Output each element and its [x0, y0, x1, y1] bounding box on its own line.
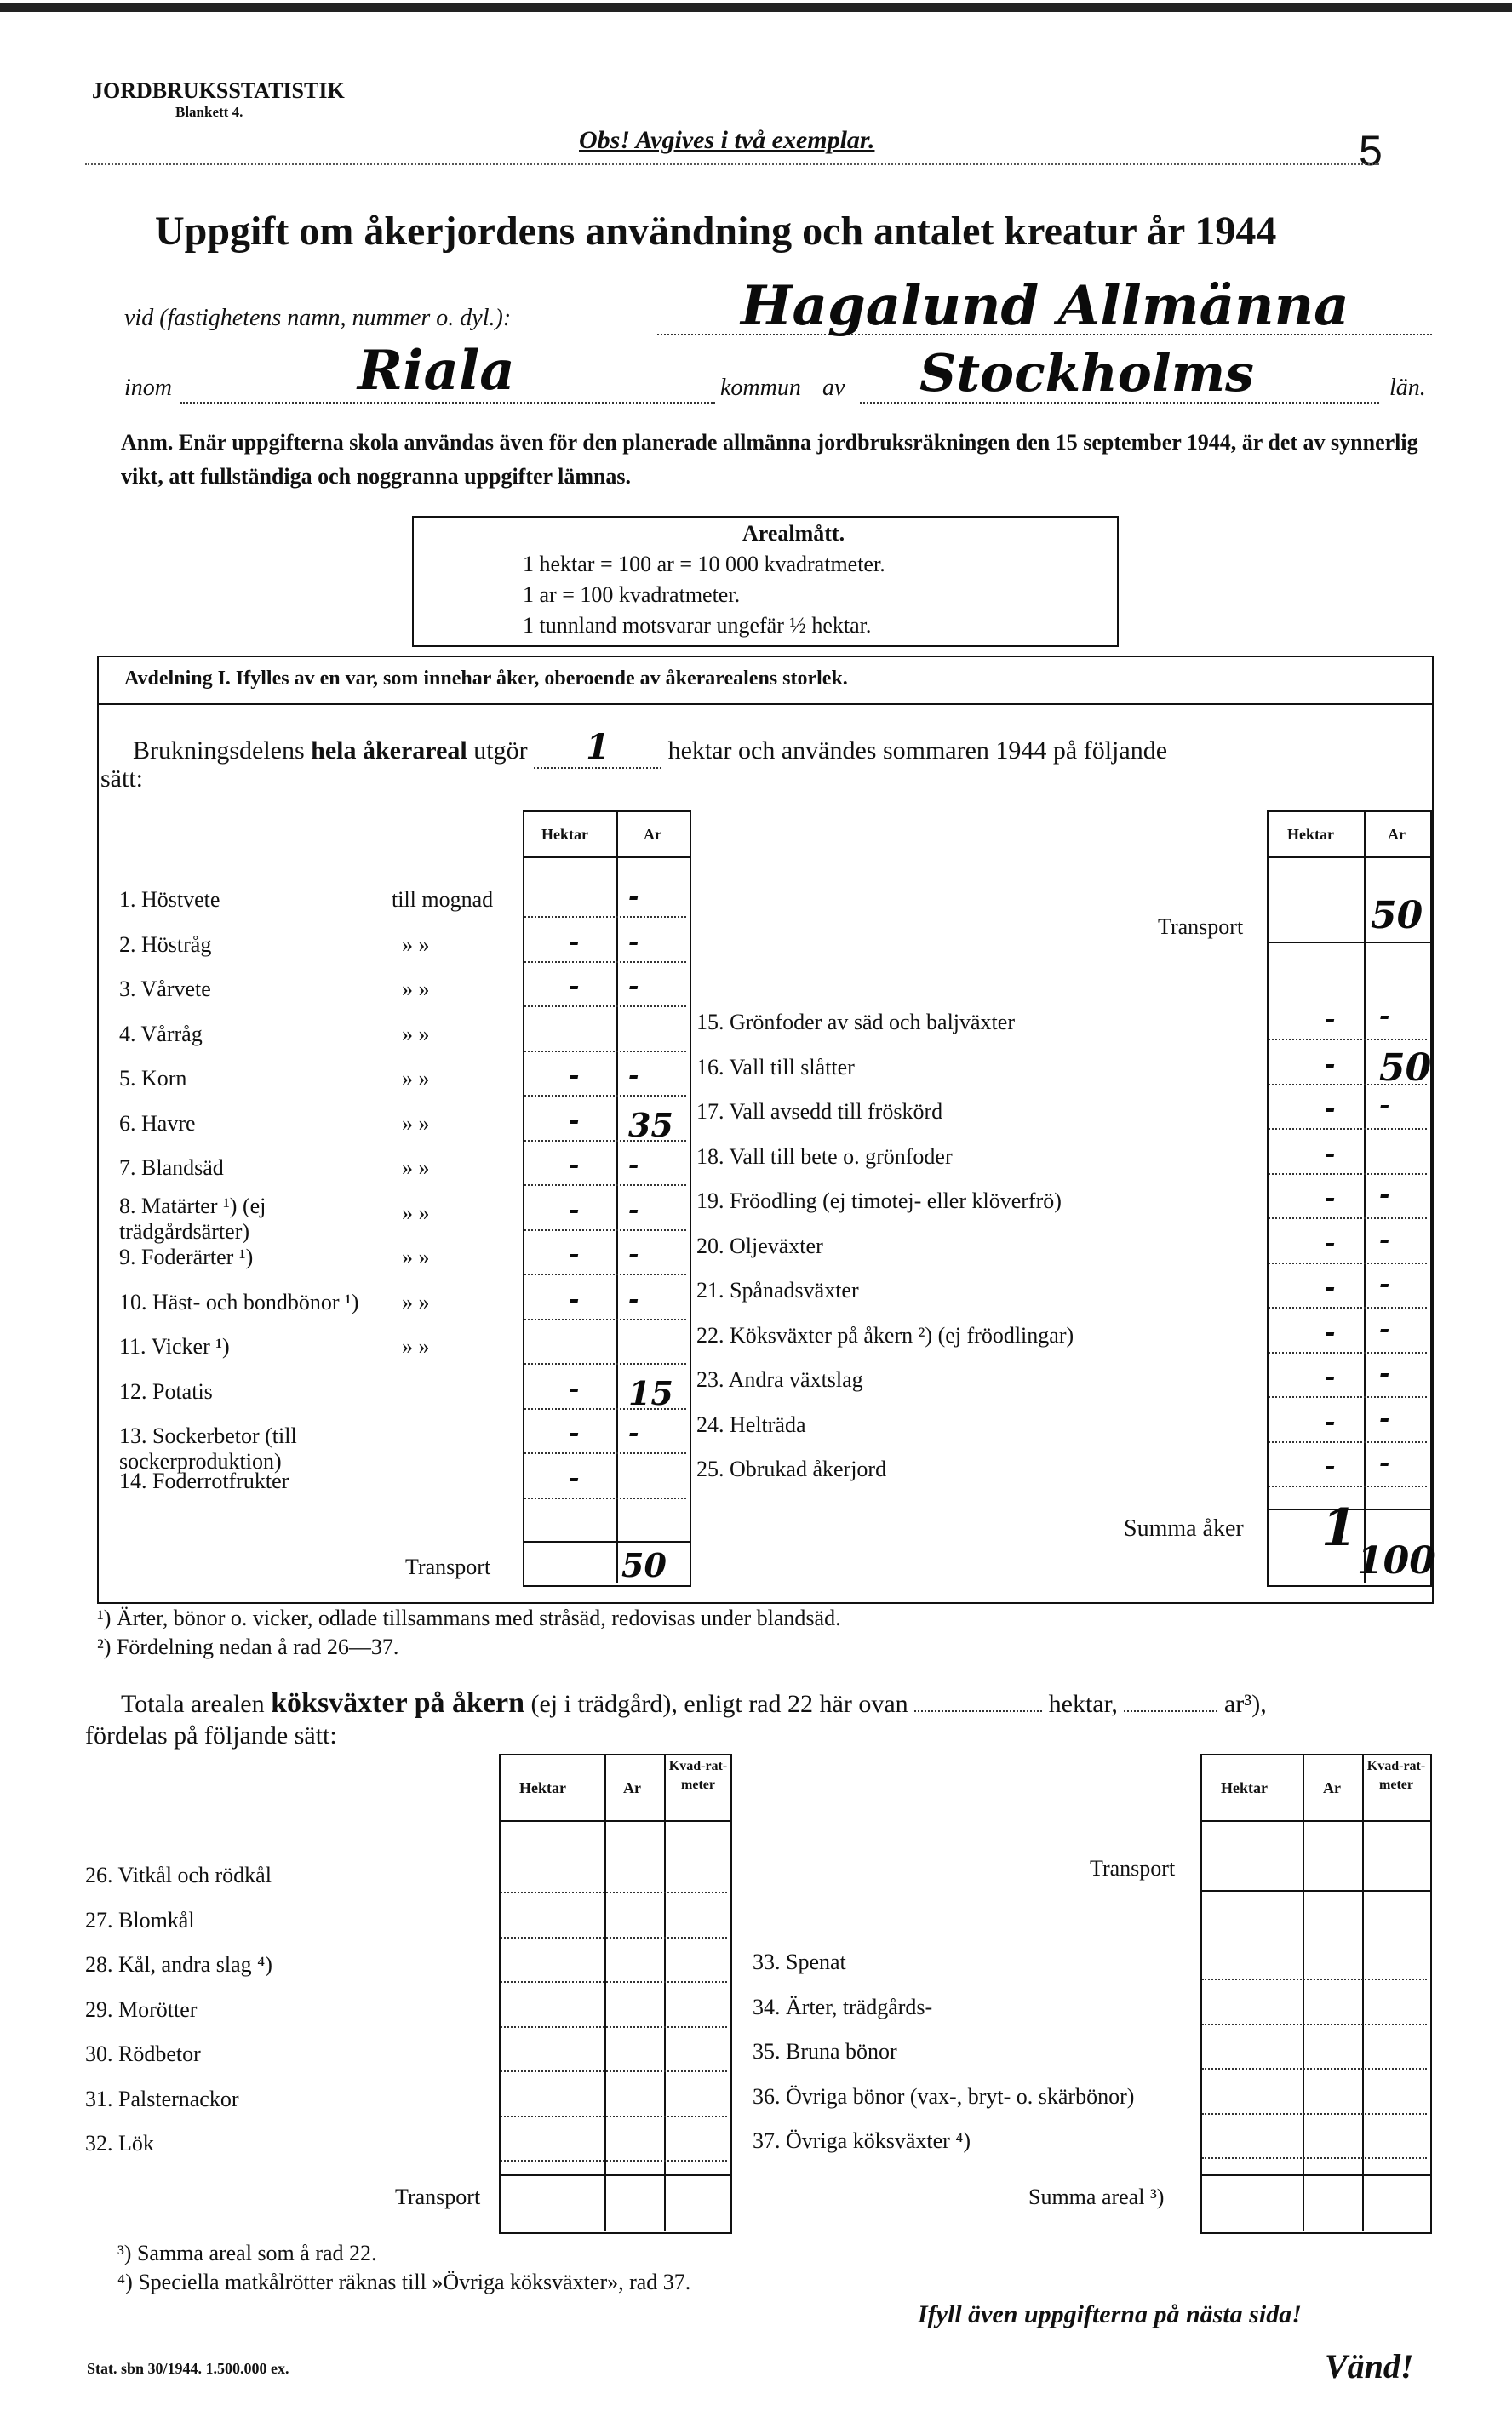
- s2-left-div-2: [664, 1754, 666, 2231]
- intro-e: sätt:: [100, 765, 143, 793]
- left-row-sub: » »: [402, 1021, 430, 1046]
- left-row-label: 12. Potatis: [119, 1378, 213, 1404]
- left-row-hektar[interactable]: -: [569, 1240, 580, 1269]
- right-row-hektar[interactable]: -: [1325, 1452, 1336, 1481]
- left-row-dotline: [524, 1005, 686, 1007]
- right-row-label: 22. Köksväxter på åkern ²) (ej fröodlingar): [696, 1322, 1074, 1348]
- intro-a: Brukningsdelens: [133, 736, 305, 765]
- s2-right-header-rule: [1200, 1820, 1430, 1822]
- right-row-dotline: [1269, 1039, 1427, 1040]
- right-row-label: 16. Vall till slåtter: [696, 1054, 855, 1080]
- s2-left-transport: Transport: [395, 2185, 481, 2209]
- s2-left-transport-rule: [499, 2174, 730, 2176]
- s2-intro-f: fördelas på följande sätt:: [85, 1721, 337, 1750]
- left-row-dotline: [524, 1229, 686, 1231]
- left-row-dotline: [524, 1498, 686, 1499]
- left-row-dotline: [524, 1363, 686, 1365]
- summa-ar[interactable]: 100: [1357, 1539, 1435, 1583]
- right-row-hektar[interactable]: -: [1325, 1183, 1336, 1213]
- left-header-rule: [523, 856, 690, 858]
- s2-left-row-label: 30. Rödbetor: [85, 2042, 201, 2066]
- left-row-dotline: [524, 1095, 686, 1097]
- left-row-sub: » »: [402, 976, 430, 1001]
- left-row-hektar[interactable]: -: [569, 1061, 580, 1091]
- left-row-hektar[interactable]: -: [569, 1105, 580, 1136]
- left-row-label: 10. Häst- och bondbönor ¹): [119, 1289, 359, 1314]
- left-row-hektar[interactable]: -: [569, 1463, 580, 1493]
- left-row-dotline: [524, 1051, 686, 1052]
- left-row-label: 11. Vicker ¹): [119, 1334, 230, 1359]
- left-row-ar[interactable]: -: [628, 1418, 639, 1448]
- form-number: Blankett 4.: [175, 104, 243, 120]
- left-row-hektar[interactable]: -: [569, 971, 580, 1001]
- section1-heading: Avdelning I. Ifylles av en var, som innehar åker, oberoende av åkerarealens storlek.: [124, 667, 848, 690]
- right-row-label: 18. Vall till bete o. grönfoder: [696, 1143, 953, 1169]
- left-row-hektar[interactable]: -: [569, 1150, 580, 1180]
- right-row-label: 17. Vall avsedd till fröskörd: [696, 1099, 943, 1124]
- header-rule: [85, 163, 1379, 165]
- right-transport-ar[interactable]: 50: [1371, 894, 1423, 937]
- left-transport-label: Transport: [405, 1555, 491, 1579]
- left-row-dotline: [524, 1319, 686, 1320]
- av-label: av: [822, 375, 845, 401]
- s2-left-row-dotline[interactable]: [501, 2160, 727, 2162]
- s2-right-col-hektar: Hektar: [1221, 1779, 1268, 1796]
- s2-left-table: [499, 1754, 732, 2234]
- s2-intro-c: (ej i trädgård), enligt rad 22 här ovan: [530, 1690, 908, 1718]
- left-row-sub: » »: [402, 931, 430, 957]
- right-row-ar[interactable]: -: [1379, 1091, 1390, 1120]
- s2-intro-a: Totala arealen: [121, 1690, 265, 1718]
- right-row-ar[interactable]: -: [1379, 1180, 1390, 1210]
- s2-right-table: [1200, 1754, 1432, 2234]
- right-row-label: 19. Fröodling (ej timotej- eller klöverfrö): [696, 1188, 1062, 1213]
- left-row-hektar[interactable]: -: [569, 926, 580, 957]
- right-row-label: 15. Grönfoder av säd och baljväxter: [696, 1010, 1015, 1034]
- left-transport-ar[interactable]: 50: [621, 1546, 667, 1584]
- intro-value[interactable]: 1: [586, 727, 610, 767]
- left-row-label: 14. Foderrotfrukter: [119, 1468, 289, 1493]
- copies-note: Obs! Avgives i två exemplar.: [579, 126, 875, 154]
- s2-left-row-dotline[interactable]: [501, 2116, 727, 2117]
- right-row-ar[interactable]: -: [1379, 1403, 1390, 1434]
- right-header-rule: [1267, 856, 1430, 858]
- inom-label: inom: [124, 375, 172, 401]
- right-row-dotline: [1269, 1263, 1427, 1264]
- left-row-ar[interactable]: -: [628, 1284, 639, 1314]
- s2-left-row-dotline[interactable]: [501, 1892, 727, 1893]
- s2-right-div-2: [1362, 1754, 1364, 2231]
- left-row-hektar[interactable]: -: [569, 1418, 580, 1448]
- s2-summa: Summa areal ³): [1028, 2185, 1165, 2209]
- left-row-dotline: [524, 1452, 686, 1454]
- left-row-sub: » »: [402, 1155, 430, 1180]
- left-row-ar[interactable]: 15: [628, 1373, 673, 1412]
- section2-intro: [121, 1687, 1267, 1720]
- right-row-dotline: [1269, 1307, 1427, 1309]
- right-row-hektar[interactable]: -: [1325, 1362, 1336, 1392]
- left-row-label: 6. Havre: [119, 1110, 196, 1136]
- s2-intro-e: ar³),: [1223, 1690, 1267, 1718]
- s2-left-row-label: 29. Morötter: [85, 1996, 198, 2022]
- left-row-sub: » »: [402, 1110, 430, 1136]
- kommun-label: kommun: [720, 375, 801, 401]
- right-col-hektar: Hektar: [1287, 826, 1334, 843]
- left-row-ar[interactable]: -: [628, 971, 639, 1001]
- right-row-dotline: [1269, 1217, 1427, 1219]
- left-row-label: 1. Höstvete: [119, 887, 220, 912]
- right-row-hektar[interactable]: -: [1325, 1005, 1336, 1034]
- intro-d: hektar och användes sommaren 1944 på följande: [667, 736, 1168, 765]
- s2-left-row-label: 28. Kål, andra slag ⁴): [85, 1952, 272, 1977]
- s2-right-row-dotline[interactable]: [1202, 2113, 1427, 2115]
- s2-left-row-dotline[interactable]: [501, 2026, 727, 2028]
- left-col-hektar: Hektar: [541, 826, 588, 843]
- left-row-dotline: [524, 1274, 686, 1275]
- right-row-label: 24. Helträda: [696, 1412, 806, 1437]
- left-row-hektar[interactable]: -: [569, 1284, 580, 1314]
- left-row-dotline: [524, 961, 686, 963]
- left-row-label: 7. Blandsäd: [119, 1155, 224, 1180]
- right-col-divider: [1364, 810, 1366, 1583]
- right-row-label: 21. Spånadsväxter: [696, 1278, 859, 1303]
- right-row-dotline: [1269, 1128, 1427, 1130]
- right-row-hektar[interactable]: -: [1325, 1049, 1336, 1080]
- s2-right-row-label: 36. Övriga bönor (vax-, bryt- o. skärbönor): [753, 2083, 1135, 2109]
- right-row-ar[interactable]: -: [1379, 1448, 1390, 1478]
- anm-note: Anm. Enär uppgifterna skola användas även för den planerade allmänna jordbruksräkningen den 15 september 1944, är det av synnerlig vikt, att fullständiga och noggranna uppgifter lämnas.: [121, 430, 1418, 489]
- top-rule: [0, 3, 1512, 12]
- section1-intro: [133, 727, 1167, 769]
- s2-left-div-1: [604, 1754, 606, 2231]
- left-row-sub: » »: [402, 1200, 430, 1225]
- s2-left-col-kvm: Kvad-rat-meter: [668, 1759, 728, 1792]
- left-row-sub: » »: [402, 1245, 430, 1269]
- s2-right-row-label: 35. Bruna bönor: [753, 2039, 897, 2064]
- s2-right-transport: Transport: [1090, 1856, 1176, 1881]
- s2-intro-d: hektar,: [1048, 1690, 1118, 1718]
- left-row-label: 3. Vårvete: [119, 976, 211, 1001]
- s2-left-row-dotline[interactable]: [501, 1937, 727, 1939]
- right-row-ar[interactable]: -: [1379, 1224, 1390, 1255]
- left-col-ar: Ar: [644, 826, 662, 843]
- summa-label: Summa åker: [1124, 1515, 1244, 1542]
- right-row-hektar[interactable]: -: [1325, 1228, 1336, 1258]
- section1-heading-rule: [97, 703, 1432, 705]
- s2-right-row-label: 34. Ärter, trädgårds-: [753, 1994, 933, 2019]
- right-row-hektar[interactable]: -: [1325, 1406, 1336, 1437]
- left-transport-rule: [523, 1541, 690, 1543]
- s2-right-row-dotline[interactable]: [1202, 2024, 1427, 2025]
- right-row-ar[interactable]: -: [1379, 1359, 1390, 1389]
- areal-line-2: 1 ar = 100 kvadratmeter.: [523, 582, 741, 607]
- s2-right-div-1: [1303, 1754, 1304, 2231]
- left-row-ar[interactable]: -: [628, 926, 639, 957]
- right-transport-label: Transport: [1158, 914, 1244, 939]
- next-page-note: Ifyll även uppgifterna på nästa sida!: [918, 2300, 1302, 2328]
- left-col-divider: [616, 810, 618, 1583]
- footnote-1: ¹) Ärter, bönor o. vicker, odlade tillsammans med stråsäd, redovisas under blandsäd.: [97, 1606, 841, 1630]
- s2-right-row-label: 33. Spenat: [753, 1950, 846, 1974]
- left-row-sub: till mognad: [392, 887, 494, 912]
- right-row-dotline: [1269, 1396, 1427, 1398]
- right-row-dotline: [1269, 1486, 1427, 1487]
- agency-label: JORDBRUKSSTATISTIK: [92, 78, 345, 103]
- left-row-ar[interactable]: -: [628, 1240, 639, 1269]
- s2-left-row-label: 26. Vitkål och rödkål: [85, 1863, 272, 1887]
- left-row-ar[interactable]: -: [628, 1150, 639, 1180]
- areal-line-1: 1 hektar = 100 ar = 10 000 kvadratmeter.: [523, 552, 885, 576]
- s2-right-row-dotline[interactable]: [1202, 2068, 1427, 2070]
- left-row-label: 9. Foderärter ¹): [119, 1245, 254, 1269]
- right-row-ar[interactable]: -: [1379, 1001, 1390, 1031]
- right-row-label: 23. Andra växtslag: [696, 1367, 863, 1392]
- s2-left-row-label: 32. Lök: [85, 2131, 154, 2156]
- right-row-label: 25. Obrukad åkerjord: [696, 1457, 887, 1481]
- s2-left-col-ar: Ar: [623, 1779, 641, 1796]
- right-row-dotline: [1269, 1352, 1427, 1354]
- right-row-hektar[interactable]: -: [1325, 1138, 1336, 1169]
- left-row-dotline: [524, 1184, 686, 1186]
- right-col-ar: Ar: [1388, 826, 1406, 843]
- left-row-label: 2. Höstråg: [119, 931, 212, 957]
- s2-right-row-label: 37. Övriga köksväxter ⁴): [753, 2128, 971, 2153]
- left-row-hektar[interactable]: -: [569, 1194, 580, 1225]
- left-row-ar[interactable]: 35: [628, 1105, 673, 1144]
- left-row-label: 8. Matärter ¹) (ej trädgårdsärter): [119, 1193, 266, 1244]
- left-row-sub: » »: [402, 1334, 430, 1359]
- s2-left-row-dotline[interactable]: [501, 1981, 727, 1983]
- page-number: 5: [1359, 127, 1383, 175]
- s2-right-col-kvm: Kvad-rat-meter: [1366, 1759, 1426, 1792]
- lan-label: län.: [1389, 375, 1426, 401]
- s2-left-header-rule: [499, 1820, 730, 1822]
- footnote-3: ³) Samma areal som å rad 22.: [117, 2241, 377, 2265]
- s2-ar-line[interactable]: [1124, 1710, 1217, 1712]
- right-row-ar[interactable]: 50: [1379, 1045, 1432, 1090]
- right-row-label: 20. Oljeväxter: [696, 1233, 823, 1258]
- left-row-label: 13. Sockerbetor (till sockerproduktion): [119, 1423, 297, 1474]
- s2-right-transport-rule: [1200, 1890, 1430, 1892]
- s2-intro-b: köksväxter på åkern: [271, 1687, 524, 1719]
- right-row-dotline: [1269, 1173, 1427, 1175]
- s2-right-row-dotline[interactable]: [1202, 2157, 1427, 2159]
- turn-note: Vänd!: [1325, 2347, 1414, 2385]
- intro-c: utgör: [473, 736, 528, 765]
- print-info: Stat. sbn 30/1944. 1.500.000 ex.: [87, 2360, 289, 2377]
- right-row-dotline: [1269, 1441, 1427, 1443]
- s2-left-col-hektar: Hektar: [519, 1779, 566, 1796]
- areal-line-3: 1 tunnland motsvarar ungefär ½ hektar.: [523, 613, 872, 638]
- left-row-label: 4. Vårråg: [119, 1021, 203, 1046]
- intro-value-line: [534, 727, 662, 769]
- s2-left-row-label: 31. Palsternackor: [85, 2086, 239, 2111]
- s2-left-row-label: 27. Blomkål: [85, 1907, 195, 1933]
- left-row-label: 5. Korn: [119, 1066, 187, 1091]
- left-row-hektar[interactable]: -: [569, 1373, 580, 1404]
- inom-value[interactable]: Riala: [358, 339, 515, 403]
- right-row-ar[interactable]: -: [1379, 1269, 1390, 1299]
- right-row-hektar[interactable]: -: [1325, 1317, 1336, 1348]
- left-row-sub: » »: [402, 1066, 430, 1091]
- left-row-sub: » »: [402, 1289, 430, 1314]
- left-row-ar[interactable]: -: [628, 882, 639, 912]
- vid-label: vid (fastighetens namn, nummer o. dyl.):: [124, 305, 512, 331]
- left-row-ar[interactable]: -: [628, 1194, 639, 1225]
- areal-title: Arealmått.: [742, 521, 845, 546]
- s2-right-row-dotline[interactable]: [1202, 1979, 1427, 1980]
- right-transport-rule: [1267, 942, 1430, 943]
- s2-hektar-line[interactable]: [914, 1710, 1042, 1712]
- left-table: [523, 810, 691, 1587]
- vid-value[interactable]: Hagalund Allmänna: [741, 274, 1349, 338]
- footnote-4: ⁴) Speciella matkålrötter räknas till »Övriga köksväxter», rad 37.: [117, 2270, 691, 2294]
- right-row-hektar[interactable]: -: [1325, 1273, 1336, 1303]
- right-row-ar[interactable]: -: [1379, 1314, 1390, 1344]
- av-value[interactable]: Stockholms: [919, 344, 1254, 404]
- right-row-hektar[interactable]: -: [1325, 1094, 1336, 1124]
- left-row-dotline: [524, 916, 686, 918]
- s2-left-row-dotline[interactable]: [501, 2070, 727, 2072]
- page-title: Uppgift om åkerjordens användning och antalet kreatur år 1944: [155, 209, 1277, 254]
- left-row-ar[interactable]: -: [628, 1061, 639, 1091]
- footnote-2: ²) Fördelning nedan å rad 26—37.: [97, 1635, 399, 1659]
- summa-hektar[interactable]: 1: [1321, 1498, 1357, 1558]
- intro-b: hela åkerareal: [311, 736, 467, 765]
- s2-right-col-ar: Ar: [1323, 1779, 1341, 1796]
- s2-right-summa-rule: [1200, 2174, 1430, 2176]
